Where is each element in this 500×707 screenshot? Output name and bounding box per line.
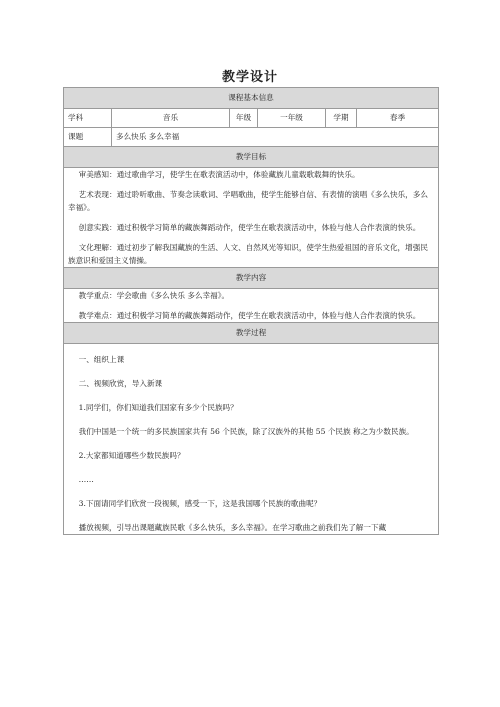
- process-body: [64, 344, 439, 535]
- content-header: 教学内容: [64, 268, 439, 289]
- process-item: 我们中国是一个统一的多民族国家共有 56 个民族，除了汉族外的其他 55 个民族 称之为少数民族。: [78, 427, 414, 436]
- term-value: 春季: [357, 109, 439, 128]
- basic-info-header: 课程基本信息: [64, 88, 439, 109]
- topic-row: [64, 128, 439, 147]
- content-header-row: [64, 268, 439, 289]
- objective-item: 文化理解：通过初步了解我国藏族的生活、人文、自然风光等知识，使学生热爱祖国的音乐文化，增强民族意识和爱国主义情操。: [68, 243, 428, 265]
- objective-item: 审美感知：通过歌曲学习，使学生在歌表演活动中，体验藏族儿童载歌载舞的快乐。: [78, 170, 360, 179]
- objectives-body: [64, 168, 439, 268]
- objectives-header-row: [64, 147, 439, 168]
- content-item: 教学难点：通过积极学习简单的藏族舞蹈动作，使学生在歌表演活动中，体验与他人合作表演的快乐。: [78, 311, 421, 320]
- info-row: [64, 109, 439, 128]
- page-title: 教学设计: [221, 70, 278, 85]
- process-row: [64, 344, 439, 535]
- process-item: 二、视频欣赏，导入新课: [78, 379, 163, 388]
- term-label: 学期: [326, 109, 357, 128]
- subject-label: 学科: [64, 109, 112, 128]
- process-header-row: [64, 323, 439, 344]
- process-header: 教学过程: [64, 323, 439, 344]
- objective-item: 创意实践：通过积极学习简单的藏族舞蹈动作，使学生在歌表演活动中，体验与他人合作表演的快乐。: [78, 223, 421, 232]
- process-item: ……: [78, 475, 94, 484]
- basic-info-header-row: [64, 88, 439, 109]
- process-item: 1.同学们，你们知道我们国家有多少个民族吗？: [78, 403, 238, 412]
- process-item: 一、组织上课: [78, 355, 125, 364]
- grade-label: 年级: [230, 109, 258, 128]
- process-item: 3.下面请同学们欣赏一段视频，感受一下，这是我国哪个民族的歌曲呢？: [78, 499, 322, 508]
- objectives-header: 教学目标: [64, 147, 439, 168]
- process-item: 播放视频，引导出课题藏族民歌《多么快乐，多么幸福》。在学习歌曲之前我们先了解一下藏: [78, 523, 387, 532]
- process-item: 2.大家都知道哪些少数民族吗？: [78, 451, 185, 460]
- content-row: [64, 289, 439, 323]
- content-body: [64, 289, 439, 323]
- objective-item: 艺术表现：通过聆听歌曲、节奏念读歌词、学唱歌曲，使学生能够自信、有表情的演唱《多么快乐，多么幸福》。: [68, 190, 428, 212]
- lesson-plan-table: [63, 87, 439, 535]
- objectives-row: [64, 168, 439, 268]
- content-item: 教学重点：学会歌曲《多么快乐 多么幸福》。: [78, 291, 230, 300]
- subject-value: 音乐: [112, 109, 230, 128]
- topic-label: 课题: [64, 128, 112, 147]
- grade-value: 一年级: [258, 109, 326, 128]
- topic-value: 多么快乐 多么幸福: [112, 128, 439, 147]
